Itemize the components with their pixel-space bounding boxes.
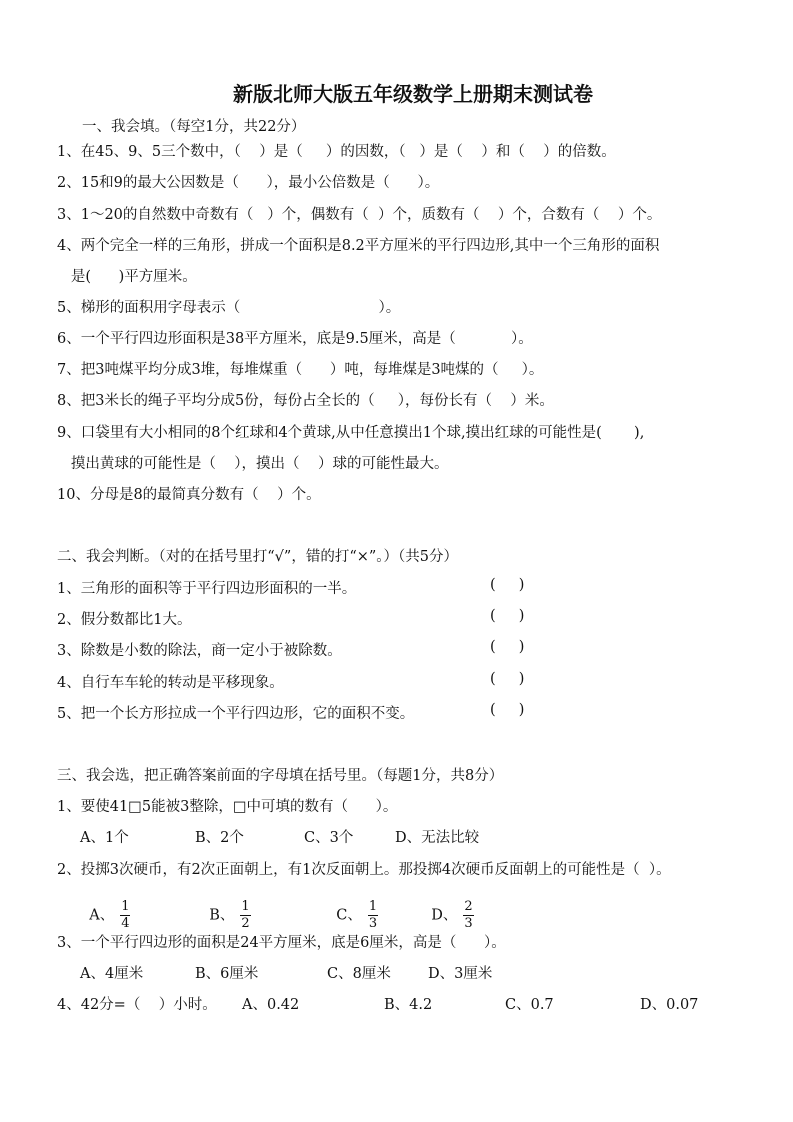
choice-3-option-b: B、6厘米 <box>195 966 259 982</box>
option-label: A、 <box>89 907 115 924</box>
fill-question-8: 8、把3米长的绳子平均分成5份，每份占全长的（ ），每份长有（ ）米。 <box>57 393 554 409</box>
fraction <box>463 899 473 932</box>
fill-question-3: 3、1～20的自然数中奇数有（ ）个，偶数有（ ）个，质数有（ ）个，合数有（ ）个。 <box>57 207 662 223</box>
choice-2-option-a <box>80 883 130 932</box>
choice-3-option-a: A、4厘米 <box>80 966 144 982</box>
judge-question-2: 2、假分数都比1大。 <box>57 612 192 628</box>
choice-3-option-d: D、3厘米 <box>428 966 493 982</box>
judge-answer-blank-3[interactable]: ( ) <box>490 639 525 655</box>
denominator: 3 <box>368 916 378 931</box>
fraction <box>240 899 250 932</box>
fill-question-1: 1、在45、9、5三个数中，（ ）是（ ）的因数，（ ）是（ ）和（ ）的倍数。 <box>57 144 616 160</box>
judge-question-4: 4、自行车车轮的转动是平移现象。 <box>57 675 284 691</box>
fill-question-4: 4、两个完全一样的三角形，拼成一个面积是8.2平方厘米的平行四边形,其中一个三角形的面积 <box>57 238 660 254</box>
fraction <box>368 899 378 932</box>
choice-2-option-d <box>422 883 474 932</box>
numerator: 1 <box>368 899 378 914</box>
section-1-heading: 一、我会填。（每空1分，共22分） <box>82 119 306 135</box>
option-label: C、 <box>336 907 362 924</box>
denominator: 3 <box>464 916 473 931</box>
judge-answer-blank-1[interactable]: ( ) <box>490 577 525 593</box>
numerator: 1 <box>121 899 130 914</box>
option-label: B、 <box>209 907 235 924</box>
choice-question-3: 3、一个平行四边形的面积是24平方厘米，底是6厘米，高是（ ）。 <box>57 935 506 951</box>
fraction <box>120 899 130 932</box>
option-label: D、 <box>431 907 458 924</box>
choice-4-option-c: C、0.7 <box>505 997 554 1013</box>
page-title: 新版北师大版五年级数学上册期末测试卷 <box>233 82 593 106</box>
fill-question-5: 5、梯形的面积用字母表示（ ）。 <box>57 300 401 316</box>
numerator: 2 <box>464 899 473 914</box>
choice-question-4: 4、42分=（ ）小时。 <box>57 997 217 1013</box>
choice-4-option-b: B、4.2 <box>384 997 433 1013</box>
judge-question-1: 1、三角形的面积等于平行四边形面积的一半。 <box>57 581 357 597</box>
section-3-heading: 三、我会选，把正确答案前面的字母填在括号里。（每题1分，共8分） <box>57 768 504 784</box>
numerator: 1 <box>241 899 250 914</box>
fill-question-4-cont: 是( )平方厘米。 <box>57 269 197 285</box>
choice-question-2: 2、投掷3次硬币，有2次正面朝上，有1次反面朝上。那投掷4次硬币反面朝上的可能性是（ ）。 <box>57 862 671 878</box>
choice-4-option-d: D、0.07 <box>640 997 699 1013</box>
choice-1-option-d: D、无法比较 <box>395 830 480 846</box>
choice-2-option-c <box>327 883 378 932</box>
judge-question-3: 3、除数是小数的除法，商一定小于被除数。 <box>57 643 342 659</box>
choice-2-option-b <box>200 883 251 932</box>
fill-question-6: 6、一个平行四边形面积是38平方厘米，底是9.5厘米，高是（ ）。 <box>57 331 533 347</box>
choice-1-option-a: A、1个 <box>80 830 129 846</box>
choice-question-1: 1、要使41□5能被3整除，□中可填的数有（ ）。 <box>57 799 398 815</box>
denominator: 2 <box>241 916 250 931</box>
judge-answer-blank-4[interactable]: ( ) <box>490 671 525 687</box>
section-2-heading: 二、我会判断。（对的在括号里打“√”，错的打“×”。）（共5分） <box>57 549 459 565</box>
choice-1-option-c: C、3个 <box>304 830 354 846</box>
fill-question-2: 2、15和9的最大公因数是（ ），最小公倍数是（ ）。 <box>57 175 440 191</box>
judge-question-5: 5、把一个长方形拉成一个平行四边形，它的面积不变。 <box>57 706 415 722</box>
denominator: 4 <box>121 916 130 931</box>
fill-question-10: 10、分母是8的最简真分数有（ ）个。 <box>57 487 321 503</box>
fill-question-9: 9、口袋里有大小相同的8个红球和4个黄球,从中任意摸出1个球,摸出红球的可能性是( ), <box>57 425 645 441</box>
judge-answer-blank-5[interactable]: ( ) <box>490 702 525 718</box>
choice-1-option-b: B、2个 <box>195 830 244 846</box>
fill-question-7: 7、把3吨煤平均分成3堆，每堆煤重（ ）吨，每堆煤是3吨煤的（ ）。 <box>57 362 544 378</box>
choice-3-option-c: C、8厘米 <box>327 966 391 982</box>
judge-answer-blank-2[interactable]: ( ) <box>490 608 525 624</box>
fill-question-9-cont: 摸出黄球的可能性是（ ），摸出（ ）球的可能性最大。 <box>57 456 449 472</box>
choice-4-option-a: A、0.42 <box>242 997 300 1013</box>
